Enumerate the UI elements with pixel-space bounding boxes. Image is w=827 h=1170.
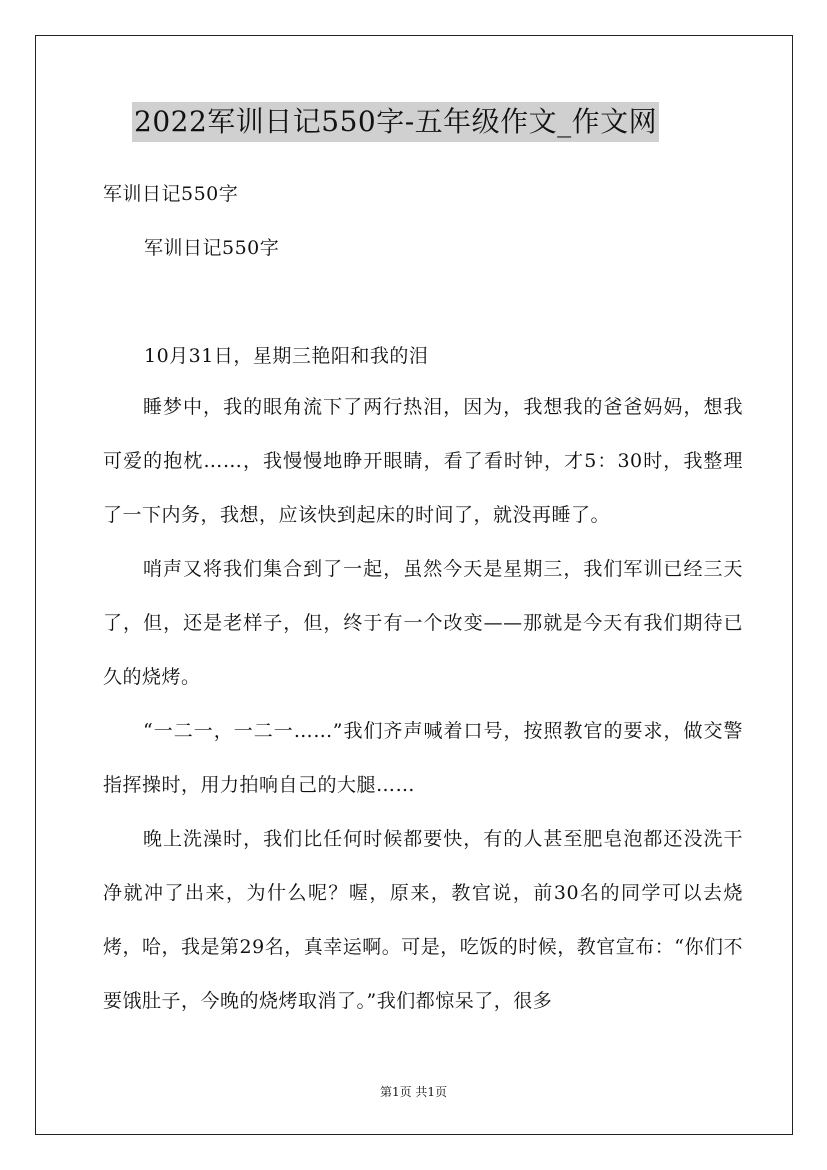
document-title: 2022军训日记550字-五年级作文_作文网 (132, 102, 659, 142)
paragraph-4: 晚上洗澡时，我们比任何时候都要快，有的人甚至肥皂泡都还没洗干净就冲了出来，为什么呢？喔，原来，教官说，前30名的同学可以去烧烤，哈，我是第29名，真幸运啊。可是，吃饭的时候，教官宣布：“你们不要饿肚子，今晚的烧烤取消了。”我们都惊呆了，很多 (103, 828, 743, 1012)
date-line: 10月31日，星期三艳阳和我的泪 (144, 345, 429, 367)
page-footer: 第1页 共1页 (379, 1085, 448, 1099)
paragraph-1: 睡梦中，我的眼角流下了两行热泪，因为，我想我的爸爸妈妈，想我可爱的抱枕……，我慢慢地睁开眼睛，看了看时钟，才5：30时，我整理了一下内务，我想，应该快到起床的时间了，就没再睡了。 (103, 396, 743, 526)
paragraph-3: “一二一，一二一……”我们齐声喊着口号，按照教官的要求，做交警指挥操时，用力拍响自己的大腿…… (103, 720, 743, 796)
paragraph-2: 哨声又将我们集合到了一起，虽然今天是星期三，我们军训已经三天了，但，还是老样子，但，终于有一个改变——那就是今天有我们期待已久的烧烤。 (103, 558, 743, 688)
subtitle: 军训日记550字 (103, 183, 239, 205)
section-heading: 军训日记550字 (144, 237, 280, 259)
